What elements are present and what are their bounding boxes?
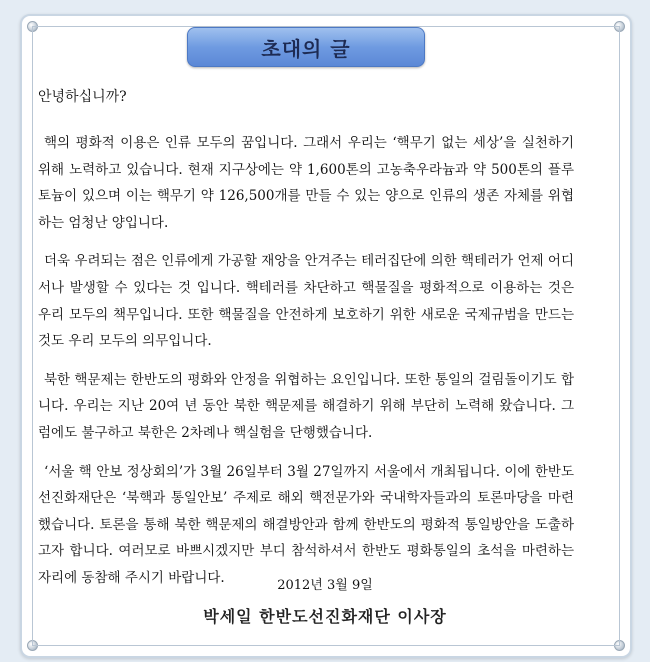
letter-date: 2012년 3월 9일 xyxy=(277,578,373,593)
paragraph: ‘서울 핵 안보 정상회의’가 3월 26일부터 3월 27일까지 서울에서 개최됩니다. 이에 한반도선진화재단은 ‘북핵과 통일안보’ 주제로 해외 핵전문가와 국내학자들과의 토론마당을 마련했습니다. 토론을 통해 북한 핵문제의 해결방안과 함께 한반도의 평화적 통일방안을 도출하고자 합니다. 여러모로 바쁘시겠지만 부디 참석하셔서 한반도 평화통일의 초석을 마련하는 자리에 동참해 주시기 바랍니다. xyxy=(38,463,574,586)
signature: 박세일 한반도선진화재단 이사장 xyxy=(203,607,447,626)
paragraph: 더욱 우려되는 점은 인류에게 가공할 재앙을 안겨주는 테러집단에 의한 핵테러가 언제 어디서나 발생할 수 있다는 것 입니다. 핵테러를 차단하고 핵물질을 평화적으로 이용하는 것은 우리 모두의 책무입니다. 또한 핵물질을 안전하게 보호하기 위한 새로운 국제규범을 만드는 것도 우리 모두의 의무입니다. xyxy=(38,253,574,350)
title-banner xyxy=(187,27,425,67)
greeting: 안녕하십니까? xyxy=(38,89,127,105)
page-title: 초대의 글 xyxy=(261,36,351,61)
letter-body xyxy=(38,130,574,604)
paragraph: 핵의 평화적 이용은 인류 모두의 꿈입니다. 그래서 우리는 ‘핵무기 없는 세상’을 실천하기 위해 노력하고 있습니다. 현재 지구상에는 약 1,600톤의 고농축우라늄과 약 500톤의 플루토늄이 있으며 이는 핵무기 약 126,500개를 만들 수 있는 양으로 인류의 생존 자체를 위협하는 엄청난 양입니다. xyxy=(38,135,574,231)
paragraph: 북한 핵문제는 한반도의 평화와 안정을 위협하는 요인입니다. 또한 통일의 걸림돌이기도 합니다. 우리는 지난 20여 년 동안 북한 핵문제를 해결하기 위해 부단히 노력해 왔습니다. 그럼에도 불구하고 북한은 2차례나 핵실험을 단행했습니다. xyxy=(38,371,574,441)
